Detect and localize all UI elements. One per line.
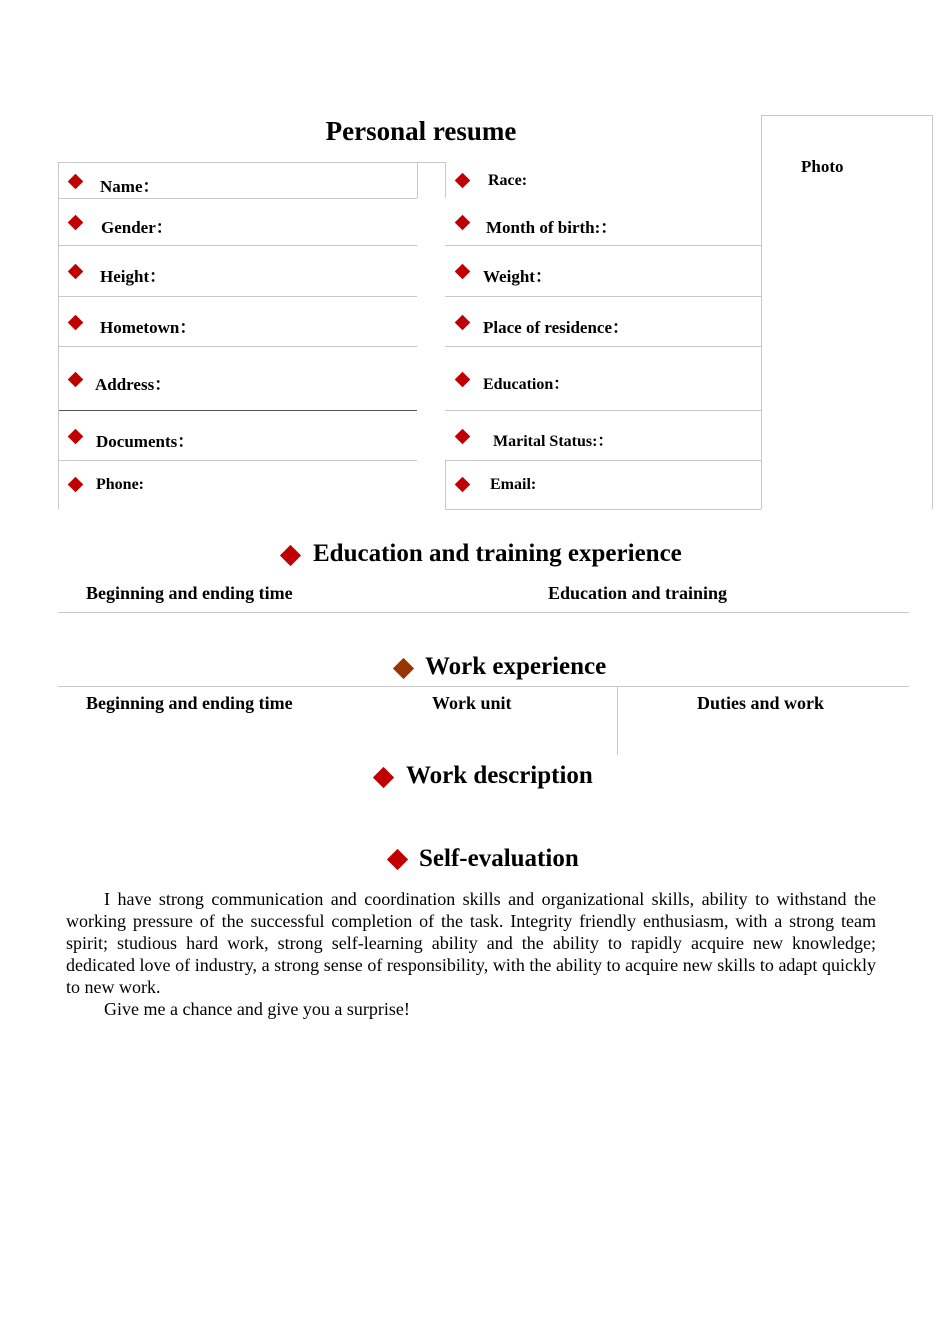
bullet-icon [455,372,471,388]
table-rule [58,346,417,347]
bullet-icon [68,429,84,445]
field-phone-label: Phone: [96,476,144,493]
table-rule [58,296,417,297]
bullet-icon [68,315,84,331]
field-residence-label: Place of residence： [483,318,630,337]
field-education-label: Education： [483,376,570,393]
bullet-icon [455,429,471,445]
field-address-label: Address： [95,375,172,394]
field-marital-label: Marital Status:： [493,433,614,450]
bullet-icon [455,173,471,189]
photo-label: Photo [801,157,844,176]
bullet-icon [68,264,84,280]
bullet-icon [455,215,471,231]
table-rule [58,198,417,199]
self-evaluation-paragraph: I have strong communication and coordination skills and organizational skills, ability to withstand the working pressure of the successful completion of the task. Integrity friendly enthusiasm, with a strong team spirit; studious hard work, strong self-learning ability and the ability to rapidly acquire new knowledge; dedicated love of industry, a strong sense of responsibility, with the ability to acquire new skills to adapt quickly to new work. [66,889,876,997]
table-rule [445,460,761,461]
education-col-training: Education and training [548,583,728,603]
field-documents-label: Documents： [96,432,195,451]
table-rule [445,460,446,509]
page-title: Personal resume [325,116,517,146]
table-rule [445,410,761,411]
education-col-time: Beginning and ending time [86,583,293,603]
field-gender-label: Gender： [101,218,173,237]
table-rule [58,162,445,163]
bullet-icon [68,477,84,493]
section-rule [58,612,909,613]
field-race-label: Race: [488,172,528,189]
field-weight-label: Weight： [483,267,552,286]
section-rule [58,686,909,687]
bullet-icon [68,372,84,388]
work-col-time: Beginning and ending time [86,693,293,713]
work-col-unit: Work unit [432,693,512,713]
field-hometown-label: Hometown： [100,318,197,337]
section-bullet-icon [387,849,408,870]
work-description-title: Work description [406,762,593,789]
table-rule [445,296,761,297]
section-bullet-icon [393,658,414,679]
field-birth-label: Month of birth:： [486,218,618,237]
bullet-icon [455,477,471,493]
table-rule [417,162,418,198]
bullet-icon [68,215,84,231]
table-rule [445,346,761,347]
table-rule [445,245,761,246]
bullet-icon [455,264,471,280]
bullet-icon [455,315,471,331]
table-rule [445,162,446,198]
table-rule [58,460,417,461]
field-name-label: Name： [100,177,160,196]
section-rule [617,686,618,755]
table-rule [58,245,417,246]
self-evaluation-closing: Give me a chance and give you a surprise! [104,999,410,1019]
table-rule [445,509,761,510]
work-col-duties: Duties and work [697,693,825,713]
section-bullet-icon [373,767,394,788]
field-height-label: Height： [100,267,167,286]
work-section-title: Work experience [425,653,607,680]
photo-placeholder [761,115,933,509]
education-section-title: Education and training experience [313,540,682,567]
field-email-label: Email: [490,476,537,493]
section-bullet-icon [280,545,301,566]
self-evaluation-title: Self-evaluation [419,845,579,872]
table-rule [58,410,417,411]
bullet-icon [68,174,84,190]
table-rule [58,162,59,509]
